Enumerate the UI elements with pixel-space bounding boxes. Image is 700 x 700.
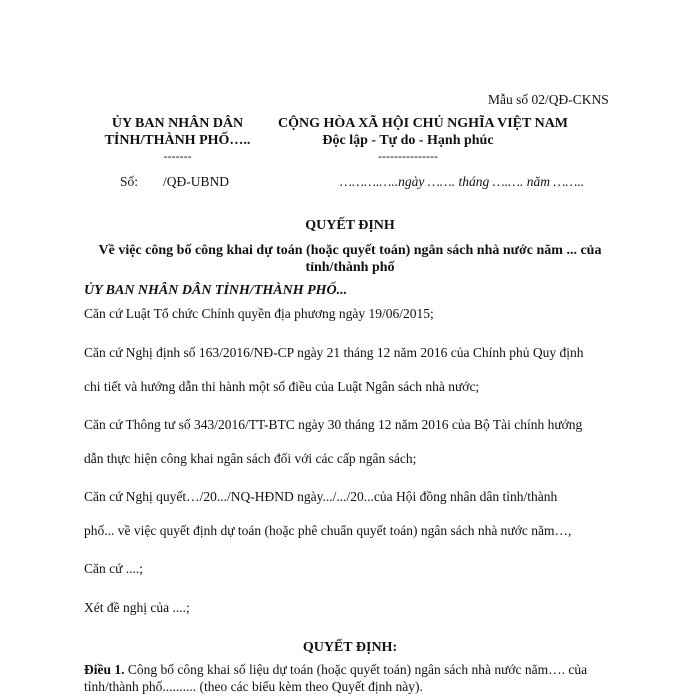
basis-circular-line-2: dẫn thực hiện công khai ngân sách đối với các cấp ngân sách; <box>84 451 417 466</box>
subject-line-2: tỉnh/thành phố <box>305 260 395 275</box>
article-1-line-2: tỉnh/thành phố.......... (theo các biểu kèm theo Quyết định này). <box>84 679 423 694</box>
issuer-line-2: TỈNH/THÀNH PHỐ….. <box>104 133 251 148</box>
national-title: CỘNG HÒA XÃ HỘI CHỦ NGHĨA VIỆT NAM <box>278 116 569 131</box>
form-code: Mẫu số 02/QĐ-CKNS <box>488 92 609 107</box>
basis-circular-line-1: Căn cứ Thông tư số 343/2016/TT-BTC ngày 30 tháng 12 năm 2016 của Bộ Tài chính hướng <box>84 417 583 432</box>
basis-proposal: Xét đề nghị của ....; <box>84 600 190 615</box>
article-1-line-1 <box>84 662 587 678</box>
basis-resolution-line-1: Căn cứ Nghị quyết…/20.../NQ-HĐND ngày.../.../20...của Hội đồng nhân dân tỉnh/thành <box>84 489 558 504</box>
basis-resolution-line-2: phố... về việc quyết định dự toán (hoặc phê chuẩn quyết toán) ngân sách nhà nước năm…, <box>84 523 572 538</box>
article-1-text-1: Công bố công khai số liệu dự toán (hoặc quyết toán) ngân sách nhà nước năm…. của <box>124 662 588 677</box>
basis-decree-line-1: Căn cứ Nghị định số 163/2016/NĐ-CP ngày 21 tháng 12 năm 2016 của Chính phủ Quy định <box>84 345 584 360</box>
number-label: Số: <box>120 174 139 189</box>
issuing-authority: ỦY BAN NHÂN DÂN TỈNH/THÀNH PHỐ... <box>84 283 348 298</box>
basis-other: Căn cứ ....; <box>84 561 144 576</box>
issuer-line-1: ỦY BAN NHÂN DÂN <box>111 116 244 131</box>
motto-rule: --------------- <box>378 149 438 163</box>
number-value: /QĐ-UBND <box>163 174 229 189</box>
date-line: ……….…..ngày ……. tháng ….…. năm …….. <box>340 174 585 189</box>
article-1-label: Điều 1. <box>84 662 125 677</box>
national-motto: Độc lập - Tự do - Hạnh phúc <box>322 133 494 148</box>
basis-law: Căn cứ Luật Tổ chức Chính quyền địa phương ngày 19/06/2015; <box>84 306 434 321</box>
issuer-rule: ------- <box>163 149 192 163</box>
document-title: QUYẾT ĐỊNH <box>305 218 395 233</box>
basis-decree-line-2: chi tiết và hướng dẫn thi hành một số điều của Luật Ngân sách nhà nước; <box>84 379 480 394</box>
subject-line-1: Về việc công bố công khai dự toán (hoặc quyết toán) ngân sách nhà nước năm ... của <box>98 243 602 258</box>
decision-heading: QUYẾT ĐỊNH: <box>302 640 398 655</box>
